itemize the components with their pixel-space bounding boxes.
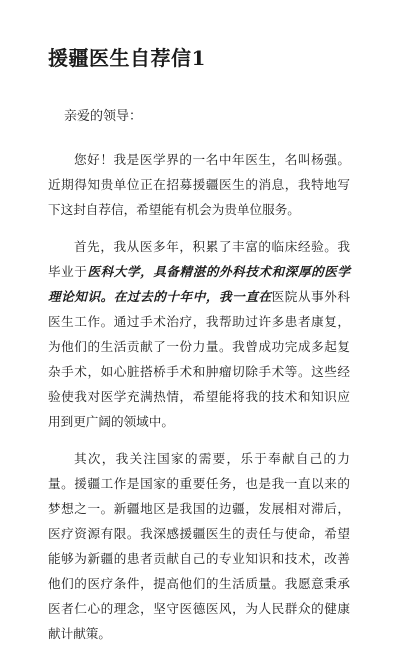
paragraph-motivation xyxy=(48,446,350,646)
paragraph-intro xyxy=(48,147,350,222)
paragraph-text: 其次，我关注国家的需要，乐于奉献自己的力量。援疆工作是国家的重要任务，也是我一直以来的梦想之一。新疆地区是我国的边疆，发展相对滞后，医疗资源有限。我深感援疆医生的责任与使命，希望能够为新疆的患者贡献自己的专业知识和技术，改善他们的医疗条件，提高他们的生活质量。我愿意秉承医者仁心的理念，坚守医德医风，为人民群众的健康献计献策。 xyxy=(48,451,350,641)
paragraph-text: 您好！我是医学界的一名中年医生，名叫杨强。近期得知贵单位正在招募援疆医生的消息，我特地写下这封自荐信，希望能有机会为贵单位服务。 xyxy=(48,152,350,217)
salutation: 亲爱的领导： xyxy=(64,109,143,124)
emphasized-text: 医科大学，具备精湛的外科技术和深厚的医学理论知识。在过去的十年中，我一直在 xyxy=(48,264,351,304)
paragraph-experience xyxy=(48,234,350,434)
document-title: 援疆医生自荐信1 xyxy=(48,46,206,70)
paragraph-text: 医院从事外科医生工作。通过手术治疗，我帮助过许多患者康复，为他们的生活贡献了一份力量。我曾成功完成多起复杂手术，如心脏搭桥手术和肿瘤切除手术等。这些经验使我对医学充满热情，希望能将我的技术和知识应用到更广阔的领域中。 xyxy=(48,289,351,429)
paragraph-text: 首先，我从医多年，积累了丰富的临床经验。我毕业于 xyxy=(48,239,350,279)
